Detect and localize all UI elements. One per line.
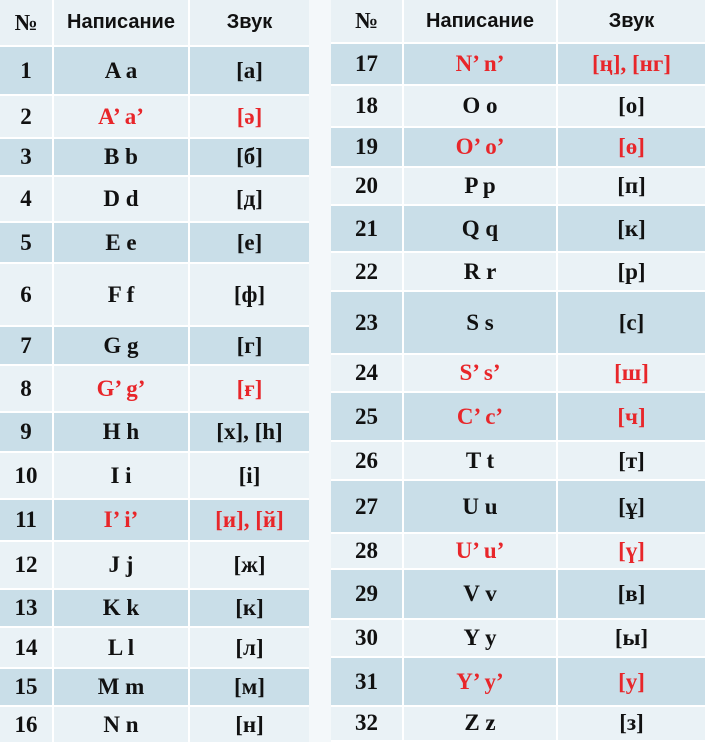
row-number: 12 (0, 542, 54, 590)
row-number: 30 (331, 620, 404, 658)
alphabet-table-left (0, 0, 309, 744)
row-number: 15 (0, 669, 54, 707)
letter-sound: [у] (558, 658, 705, 706)
letter-writing: F f (54, 264, 190, 327)
table-row (0, 590, 309, 628)
row-number: 2 (0, 96, 54, 139)
row-number: 1 (0, 47, 54, 96)
letter-sound: [ә] (190, 96, 309, 139)
row-number: 5 (0, 223, 54, 264)
letter-sound: [л] (190, 628, 309, 669)
letter-writing: S’ s’ (404, 355, 558, 393)
letter-writing: C’ c’ (404, 393, 558, 442)
letter-writing: R r (404, 253, 558, 292)
table-row (331, 534, 705, 570)
letter-sound: [г] (190, 327, 309, 366)
alphabet-table-right (331, 0, 705, 742)
row-number: 7 (0, 327, 54, 366)
letter-writing: U u (404, 481, 558, 533)
letter-sound: [с] (558, 292, 705, 354)
letter-writing: S s (404, 292, 558, 354)
letter-sound: [ж] (190, 542, 309, 590)
row-number: 14 (0, 628, 54, 669)
letter-sound: [ң], [нг] (558, 44, 705, 86)
column-gap (309, 0, 331, 742)
letter-writing: G’ g’ (54, 366, 190, 413)
table-row (0, 453, 309, 500)
row-number: 32 (331, 707, 404, 742)
table-row (331, 355, 705, 393)
letter-writing: D d (54, 177, 190, 223)
table-row (0, 413, 309, 453)
letter-writing: I i (54, 453, 190, 500)
letter-sound: [ш] (558, 355, 705, 393)
table-row (0, 366, 309, 413)
row-number: 24 (331, 355, 404, 393)
row-number: 20 (331, 168, 404, 206)
row-number: 27 (331, 481, 404, 533)
letter-writing: E e (54, 223, 190, 264)
letter-sound: [з] (558, 707, 705, 742)
letter-writing: Z z (404, 707, 558, 742)
letter-sound: [д] (190, 177, 309, 223)
table-row (0, 139, 309, 177)
header-sound: Звук (190, 0, 309, 47)
row-number: 18 (331, 86, 404, 128)
table-row (0, 223, 309, 264)
letter-writing: G g (54, 327, 190, 366)
row-number: 21 (331, 206, 404, 253)
table-row (331, 658, 705, 706)
row-number: 6 (0, 264, 54, 327)
letter-writing: V v (404, 570, 558, 620)
letter-sound: [б] (190, 139, 309, 177)
table-row (331, 292, 705, 354)
letter-writing: L l (54, 628, 190, 669)
letter-sound: [ф] (190, 264, 309, 327)
table-row (0, 264, 309, 327)
letter-sound: [ғ] (190, 366, 309, 413)
letter-sound: [е] (190, 223, 309, 264)
table-row (331, 393, 705, 442)
left-rows (0, 47, 309, 744)
table-row (331, 620, 705, 658)
table-row (331, 253, 705, 292)
row-number: 8 (0, 366, 54, 413)
letter-sound: [п] (558, 168, 705, 206)
table-row (331, 442, 705, 481)
table-row (331, 707, 705, 742)
row-number: 17 (331, 44, 404, 86)
letter-writing: P p (404, 168, 558, 206)
row-number: 13 (0, 590, 54, 628)
letter-writing: O’ o’ (404, 128, 558, 167)
table-row (0, 177, 309, 223)
table-row (0, 96, 309, 139)
letter-sound: [а] (190, 47, 309, 96)
letter-sound: [т] (558, 442, 705, 481)
letter-writing: O o (404, 86, 558, 128)
letter-writing: I’ i’ (54, 500, 190, 542)
letter-writing: Y y (404, 620, 558, 658)
letter-writing: N n (54, 707, 190, 744)
letter-writing: N’ n’ (404, 44, 558, 86)
letter-sound: [ө] (558, 128, 705, 167)
table-row (0, 47, 309, 96)
table-row (331, 570, 705, 620)
letter-sound: [о] (558, 86, 705, 128)
letter-sound: [х], [h] (190, 413, 309, 453)
row-number: 28 (331, 534, 404, 570)
letter-sound: [ұ] (558, 481, 705, 533)
letter-sound: [ч] (558, 393, 705, 442)
letter-sound: [и], [й] (190, 500, 309, 542)
right-rows (331, 44, 705, 742)
letter-sound: [м] (190, 669, 309, 707)
row-number: 4 (0, 177, 54, 223)
letter-writing: K k (54, 590, 190, 628)
letter-writing: B b (54, 139, 190, 177)
row-number: 11 (0, 500, 54, 542)
letter-writing: M m (54, 669, 190, 707)
row-number: 29 (331, 570, 404, 620)
header-sound: Звук (558, 0, 705, 44)
table-row (331, 44, 705, 86)
table-row (0, 669, 309, 707)
letter-writing: U’ u’ (404, 534, 558, 570)
table-row (0, 500, 309, 542)
letter-sound: [в] (558, 570, 705, 620)
table-row (0, 628, 309, 669)
table-row (331, 86, 705, 128)
row-number: 9 (0, 413, 54, 453)
table-row (331, 206, 705, 253)
table-row (331, 481, 705, 533)
letter-sound: [ү] (558, 534, 705, 570)
letter-sound: [к] (190, 590, 309, 628)
table-row (0, 327, 309, 366)
table-row (0, 542, 309, 590)
header-number: № (0, 0, 54, 47)
letter-writing: Q q (404, 206, 558, 253)
row-number: 26 (331, 442, 404, 481)
letter-sound: [н] (190, 707, 309, 744)
row-number: 10 (0, 453, 54, 500)
table-row (0, 707, 309, 744)
header-writing: Написание (404, 0, 558, 44)
row-number: 25 (331, 393, 404, 442)
letter-writing: H h (54, 413, 190, 453)
letter-sound: [і] (190, 453, 309, 500)
letter-writing: J j (54, 542, 190, 590)
letter-writing: T t (404, 442, 558, 481)
letter-sound: [к] (558, 206, 705, 253)
header-number: № (331, 0, 404, 44)
letter-writing: A’ a’ (54, 96, 190, 139)
row-number: 19 (331, 128, 404, 167)
table-row (331, 128, 705, 167)
table-row (331, 168, 705, 206)
row-number: 3 (0, 139, 54, 177)
letter-sound: [ы] (558, 620, 705, 658)
letter-writing: A a (54, 47, 190, 96)
letter-sound: [р] (558, 253, 705, 292)
row-number: 31 (331, 658, 404, 706)
row-number: 23 (331, 292, 404, 354)
row-number: 16 (0, 707, 54, 744)
header-writing: Написание (54, 0, 190, 47)
letter-writing: Y’ y’ (404, 658, 558, 706)
row-number: 22 (331, 253, 404, 292)
